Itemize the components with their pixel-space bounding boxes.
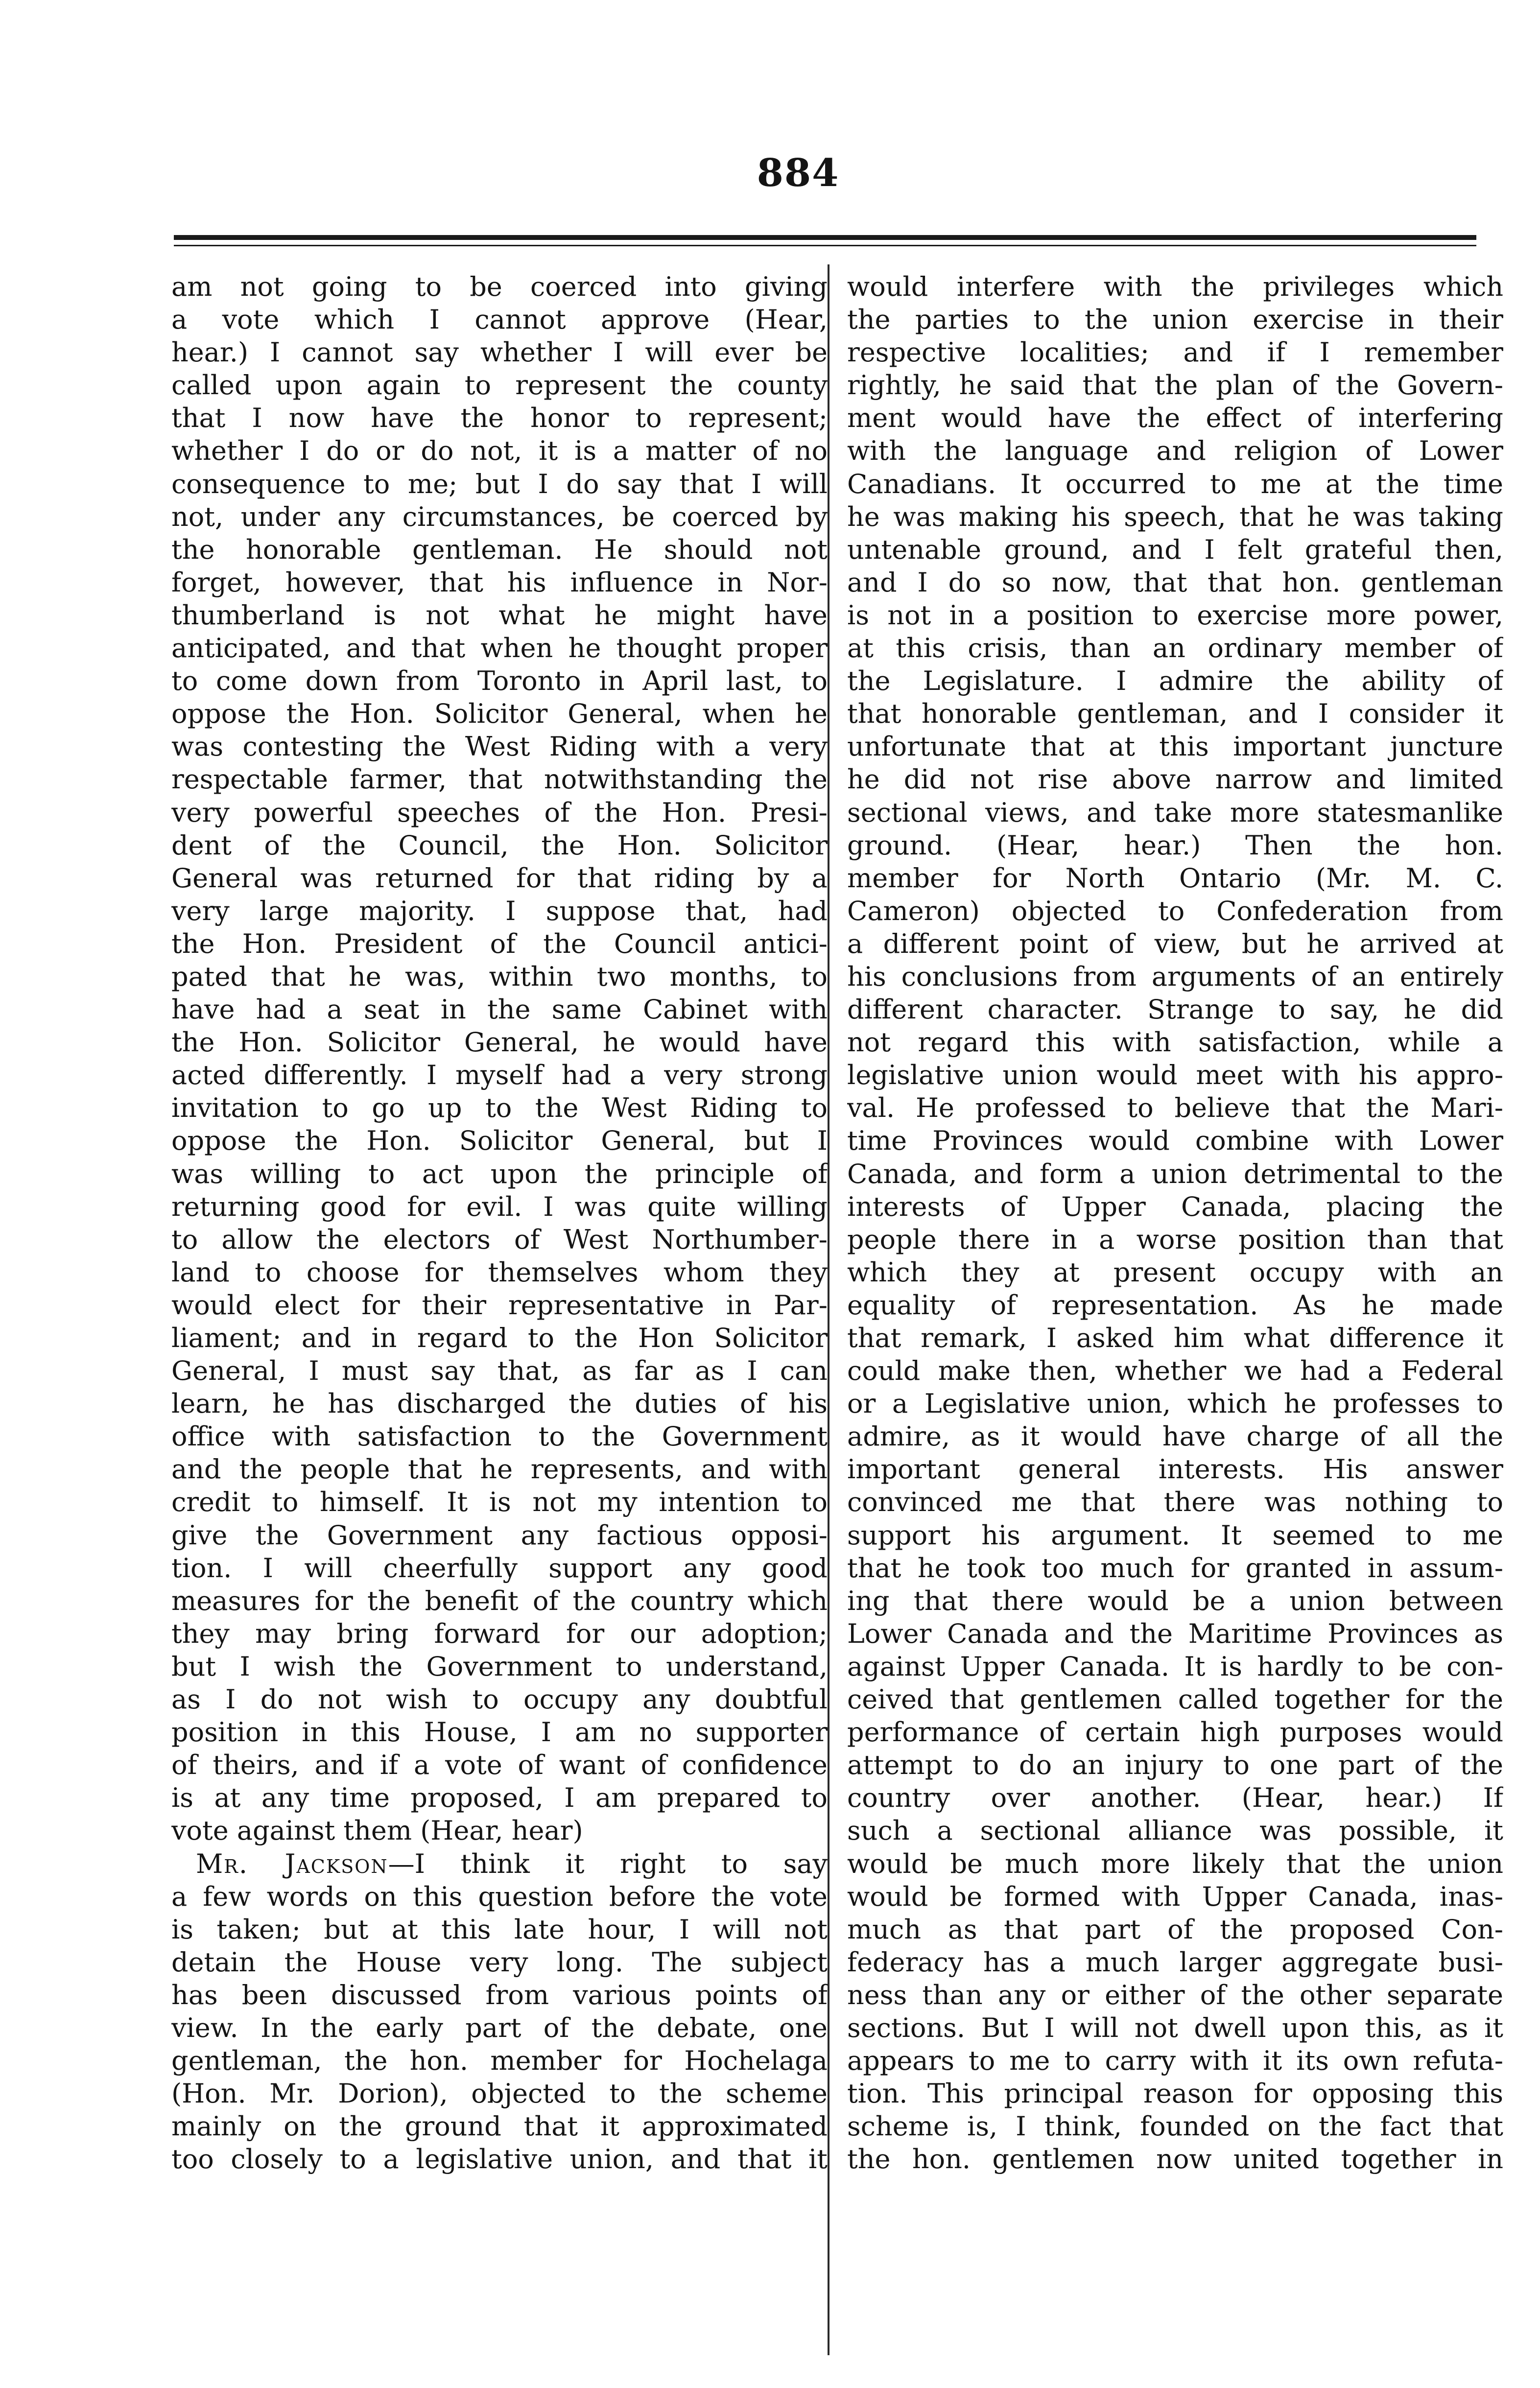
text-line: [847, 796, 1503, 829]
line-text: hear.) I cannot say whether I will ever be: [171, 337, 828, 368]
text-line: [847, 402, 1503, 434]
line-text: would be much more likely that the union: [847, 1848, 1503, 1879]
line-text: such a sectional alliance was possible, it: [847, 1815, 1503, 1846]
text-line: [171, 1387, 828, 1420]
line-text: to come down from Toronto in April last, to: [171, 665, 828, 697]
line-text: dent of the Council, the Hon. Solicitor: [171, 829, 828, 861]
line-text: the honorable gentleman. He should not: [171, 534, 828, 565]
text-line: [847, 2143, 1503, 2175]
line-text: land to choose for themselves whom they: [171, 1256, 828, 1288]
text-line: [847, 1880, 1503, 1913]
text-line: [171, 1190, 828, 1223]
line-text: invitation to go up to the West Riding to: [171, 1092, 828, 1124]
line-text: admire, as it would have charge of all the: [847, 1421, 1503, 1452]
line-text: equality of representation. As he made: [847, 1289, 1503, 1321]
line-text: a few words on this question before the vote: [171, 1881, 828, 1912]
text-line: [171, 2011, 828, 2044]
line-text: General, I must say that, as far as I can: [171, 1355, 828, 1387]
line-text: they may bring forward for our adoption;: [171, 1618, 828, 1649]
text-line: [847, 632, 1503, 664]
line-text: time Provinces would combine with Lower: [847, 1125, 1503, 1157]
text-line: [847, 1124, 1503, 1157]
text-line: [847, 1749, 1503, 1781]
text-line: [171, 500, 828, 533]
text-line: [847, 993, 1503, 1026]
text-line: [847, 2044, 1503, 2077]
line-text: vote against them (Hear, hear): [171, 1815, 583, 1846]
line-text: federacy has a much larger aggregate busi-: [847, 1946, 1503, 1978]
text-line: [171, 434, 828, 467]
text-line: [847, 1979, 1503, 2011]
line-text: was contesting the West Riding with a very: [171, 731, 828, 762]
line-text: to allow the electors of West Northumber-: [171, 1224, 828, 1255]
line-text: support his argument. It seemed to me: [847, 1519, 1503, 1551]
text-line: [171, 1059, 828, 1091]
line-text: important general interests. His answer: [847, 1454, 1503, 1485]
line-text: position in this House, I am no supporter: [171, 1717, 828, 1748]
line-text: was willing to act upon the principle of: [171, 1158, 828, 1189]
line-text: pated that he was, within two months, to: [171, 961, 828, 992]
line-text: not regard this with satisfaction, while a: [847, 1027, 1503, 1058]
line-text: not, under any circumstances, be coerced by: [171, 501, 828, 532]
text-line: [171, 960, 828, 993]
line-text: returning good for evil. I was quite willing: [171, 1191, 828, 1222]
text-line: [847, 1486, 1503, 1518]
line-text: or a Legislative union, which he professes to: [847, 1388, 1503, 1419]
line-text: oppose the Hon. Solicitor General, but I: [171, 1125, 828, 1157]
text-line: [847, 500, 1503, 533]
text-line: [847, 895, 1503, 927]
text-line: [171, 1091, 828, 1124]
text-line: [171, 1847, 828, 1880]
speaker-name: Mr. Jackson: [196, 1848, 388, 1879]
line-text: he was making his speech, that he was taking: [847, 501, 1503, 532]
line-text: anticipated, and that when he thought proper: [171, 633, 828, 664]
text-line: [847, 1814, 1503, 1847]
line-text: much as that part of the proposed Con-: [847, 1914, 1503, 1945]
text-line: [171, 303, 828, 336]
text-line: [171, 1880, 828, 1913]
text-line: [171, 1322, 828, 1354]
page-number: 884: [757, 151, 840, 195]
line-text: interests of Upper Canada, placing the: [847, 1191, 1503, 1222]
text-line: [847, 369, 1503, 402]
line-text: and the people that he represents, and with: [171, 1454, 828, 1485]
text-line: [171, 632, 828, 664]
text-line: [847, 336, 1503, 369]
text-line: [847, 1584, 1503, 1617]
line-text: (Hon. Mr. Dorion), objected to the scheme: [171, 2078, 828, 2109]
line-text: of theirs, and if a vote of want of confidence: [171, 1750, 828, 1781]
line-text: that he took too much for granted in assum-: [847, 1552, 1503, 1584]
text-line: [847, 1256, 1503, 1289]
text-line: [171, 862, 828, 895]
text-line: [847, 270, 1503, 303]
text-line: [171, 730, 828, 763]
line-text: would be formed with Upper Canada, inas-: [847, 1881, 1503, 1912]
line-text: a different point of view, but he arrived at: [847, 928, 1503, 959]
text-line: [171, 402, 828, 434]
text-line: [847, 1322, 1503, 1354]
text-line: [171, 1584, 828, 1617]
line-text: would interfere with the privileges which: [847, 271, 1503, 302]
text-line: [847, 1946, 1503, 1979]
line-text: and I do so now, that that hon. gentleman: [847, 567, 1503, 598]
text-line: [171, 566, 828, 599]
text-line: [847, 829, 1503, 862]
line-text: the Hon. Solicitor General, he would have: [171, 1027, 828, 1058]
text-line: [171, 599, 828, 632]
text-line: [847, 664, 1503, 697]
text-line: [171, 1683, 828, 1716]
line-text: that remark, I asked him what difference it: [847, 1323, 1503, 1353]
line-text: very large majority. I suppose that, had: [171, 895, 828, 926]
line-text: legislative union would meet with his appro-: [847, 1060, 1503, 1091]
text-line: [171, 1814, 828, 1847]
text-line: [171, 1453, 828, 1486]
text-line: [847, 566, 1503, 599]
text-line: [847, 1552, 1503, 1584]
line-text: appears to me to carry with it its own refuta-: [847, 2045, 1503, 2077]
text-line: [171, 1256, 828, 1289]
line-text: consequence to me; but I do say that I will: [171, 468, 828, 499]
text-line: [171, 763, 828, 796]
text-line: [847, 927, 1503, 960]
line-text: liament; and in regard to the Hon Solicitor: [171, 1323, 828, 1353]
text-line: [171, 2110, 828, 2143]
line-text: respectable farmer, that notwithstanding the: [171, 764, 828, 795]
line-text: ing that there would be a union between: [847, 1585, 1503, 1616]
text-line: [847, 1617, 1503, 1650]
text-line: [847, 960, 1503, 993]
line-text: is at any time proposed, I am prepared to: [171, 1782, 828, 1814]
text-line: [171, 1552, 828, 1584]
line-text: he did not rise above narrow and limited: [847, 764, 1503, 795]
text-line: [847, 1158, 1503, 1190]
line-text: attempt to do an injury to one part of the: [847, 1750, 1503, 1781]
text-line: [847, 1289, 1503, 1322]
line-text: ceived that gentlemen called together for the: [847, 1684, 1503, 1715]
line-text: sections. But I will not dwell upon this, as it: [847, 2012, 1503, 2043]
text-line: [171, 697, 828, 730]
text-line: [171, 1979, 828, 2011]
left-column: [171, 270, 828, 2361]
text-line: [171, 1223, 828, 1256]
line-text: am not going to be coerced into giving: [171, 271, 828, 302]
line-text: the hon. gentlemen now united together in: [847, 2144, 1503, 2175]
line-text: give the Government any factious opposi-: [171, 1519, 828, 1551]
text-line: [847, 1847, 1503, 1880]
line-text: ness than any or either of the other separate: [847, 1979, 1503, 2010]
line-text: have had a seat in the same Cabinet with: [171, 994, 828, 1025]
text-line: [171, 829, 828, 862]
line-text: sectional views, and take more statesmanlike: [847, 797, 1503, 828]
text-line: [847, 1190, 1503, 1223]
text-line: [171, 1124, 828, 1157]
line-text: could make then, whether we had a Federal: [847, 1355, 1503, 1387]
line-text: learn, he has discharged the duties of his: [171, 1388, 828, 1419]
text-line: [171, 270, 828, 303]
line-text: mainly on the ground that it approximated: [171, 2111, 828, 2142]
text-line: [171, 336, 828, 369]
line-text: office with satisfaction to the Government: [171, 1421, 828, 1452]
column-divider: [828, 264, 829, 2355]
text-line: [847, 862, 1503, 895]
line-text: that honorable gentleman, and I consider it: [847, 698, 1503, 730]
line-text: tion. I will cheerfully support any good: [171, 1552, 828, 1584]
text-line: [171, 1913, 828, 1946]
line-text: the parties to the union exercise in their: [847, 304, 1503, 335]
line-text: at this crisis, than an ordinary member of: [847, 633, 1503, 664]
text-line: [847, 1453, 1503, 1486]
text-line: [847, 1059, 1503, 1091]
text-line: [847, 434, 1503, 467]
line-text: that I now have the honor to represent;: [171, 402, 828, 434]
right-column: [847, 270, 1503, 2361]
text-line: [171, 533, 828, 566]
text-line: [171, 1420, 828, 1453]
line-text: respective localities; and if I remember: [847, 337, 1503, 368]
text-line: [171, 1158, 828, 1190]
text-line: [847, 1781, 1503, 1814]
text-line: [847, 1026, 1503, 1059]
text-line: [171, 1749, 828, 1781]
text-line: [171, 1650, 828, 1683]
line-text: member for North Ontario (Mr. M. C.: [847, 862, 1503, 894]
line-text: ment would have the effect of interfering: [847, 402, 1503, 434]
line-text: unfortunate that at this important juncture: [847, 731, 1503, 762]
text-line: [847, 1683, 1503, 1716]
line-text: rightly, he said that the plan of the Govern-: [847, 370, 1503, 401]
line-text: scheme is, I think, founded on the fact that: [847, 2111, 1503, 2142]
line-text: untenable ground, and I felt grateful then,: [847, 534, 1503, 565]
line-text: —I think it right to say: [388, 1848, 828, 1879]
line-text: acted differently. I myself had a very strong: [171, 1060, 828, 1091]
line-text: view. In the early part of the debate, one: [171, 2012, 828, 2043]
text-line: [847, 533, 1503, 566]
text-line: [171, 2143, 828, 2175]
text-line: [847, 599, 1503, 632]
line-text: ground. (Hear, hear.) Then the hon.: [847, 829, 1503, 861]
text-line: [171, 993, 828, 1026]
line-text: Canadians. It occurred to me at the time: [847, 468, 1503, 499]
line-text: credit to himself. It is not my intention to: [171, 1487, 828, 1518]
text-line: [847, 2011, 1503, 2044]
text-line: [171, 468, 828, 500]
text-line: [847, 468, 1503, 500]
line-text: country over another. (Hear, hear.) If: [847, 1782, 1503, 1814]
text-line: [847, 1420, 1503, 1453]
text-line: [847, 1650, 1503, 1683]
text-line: [171, 1486, 828, 1518]
text-line: [847, 1716, 1503, 1749]
line-text: measures for the benefit of the country which: [171, 1585, 828, 1616]
line-text: tion. This principal reason for opposing this: [847, 2078, 1503, 2109]
text-line: [847, 763, 1503, 796]
text-line: [847, 303, 1503, 336]
text-line: [171, 895, 828, 927]
line-text: is not in a position to exercise more power,: [847, 599, 1503, 631]
text-line: [847, 1223, 1503, 1256]
text-line: [171, 1354, 828, 1387]
text-line: [847, 1387, 1503, 1420]
line-text: val. He professed to believe that the Mari-: [847, 1092, 1503, 1124]
line-text: but I wish the Government to understand,: [171, 1651, 828, 1682]
text-line: [171, 369, 828, 402]
line-text: General was returned for that riding by a: [171, 862, 828, 894]
line-text: would elect for their representative in Par-: [171, 1289, 828, 1321]
text-line: [171, 1519, 828, 1552]
text-line: [847, 1913, 1503, 1946]
line-text: the Legislature. I admire the ability of: [847, 665, 1503, 697]
text-line: [847, 1091, 1503, 1124]
line-text: as I do not wish to occupy any doubtful: [171, 1684, 828, 1715]
text-line: [171, 664, 828, 697]
header-rule-thin: [174, 245, 1476, 246]
text-line: [847, 2077, 1503, 2110]
line-text: which they at present occupy with an: [847, 1256, 1503, 1288]
line-text: called upon again to represent the county: [171, 370, 828, 401]
header-rule-thick: [174, 235, 1476, 240]
line-text: a vote which I cannot approve (Hear,: [171, 304, 828, 335]
line-text: with the language and religion of Lower: [847, 435, 1503, 467]
line-text: the Hon. President of the Council antici-: [171, 928, 828, 959]
text-line: [847, 2110, 1503, 2143]
text-line: [171, 1026, 828, 1059]
line-text: against Upper Canada. It is hardly to be con-: [847, 1651, 1503, 1682]
line-text: gentleman, the hon. member for Hochelaga: [171, 2045, 828, 2077]
text-line: [171, 2077, 828, 2110]
text-line: [847, 697, 1503, 730]
line-text: has been discussed from various points of: [171, 1979, 828, 2010]
line-text: is taken; but at this late hour, I will not: [171, 1914, 828, 1945]
line-text: thumberland is not what he might have: [171, 599, 828, 631]
line-text: very powerful speeches of the Hon. Presi-: [171, 797, 828, 828]
text-line: [171, 1716, 828, 1749]
text-line: [847, 1354, 1503, 1387]
line-text: Lower Canada and the Maritime Provinces as: [847, 1618, 1503, 1649]
line-text: his conclusions from arguments of an entirely: [847, 961, 1503, 992]
line-text: whether I do or do not, it is a matter of no: [171, 435, 828, 467]
line-text: different character. Strange to say, he did: [847, 994, 1503, 1025]
line-text: Cameron) objected to Confederation from: [847, 895, 1503, 926]
text-line: [847, 730, 1503, 763]
line-text: convinced me that there was nothing to: [847, 1487, 1503, 1518]
line-text: detain the House very long. The subject: [171, 1946, 828, 1978]
line-text: Canada, and form a union detrimental to the: [847, 1158, 1503, 1189]
line-text: oppose the Hon. Solicitor General, when he: [171, 698, 828, 730]
text-line: [171, 1289, 828, 1322]
text-line: [171, 927, 828, 960]
text-line: [171, 1617, 828, 1650]
line-text: performance of certain high purposes would: [847, 1717, 1503, 1748]
line-text: people there in a worse position than that: [847, 1224, 1503, 1255]
text-line: [171, 2044, 828, 2077]
text-line: [847, 1519, 1503, 1552]
text-line: [171, 1946, 828, 1979]
text-line: [171, 1781, 828, 1814]
line-text: too closely to a legislative union, and that it: [171, 2144, 828, 2175]
text-line: [171, 796, 828, 829]
line-text: forget, however, that his influence in Nor-: [171, 567, 828, 598]
